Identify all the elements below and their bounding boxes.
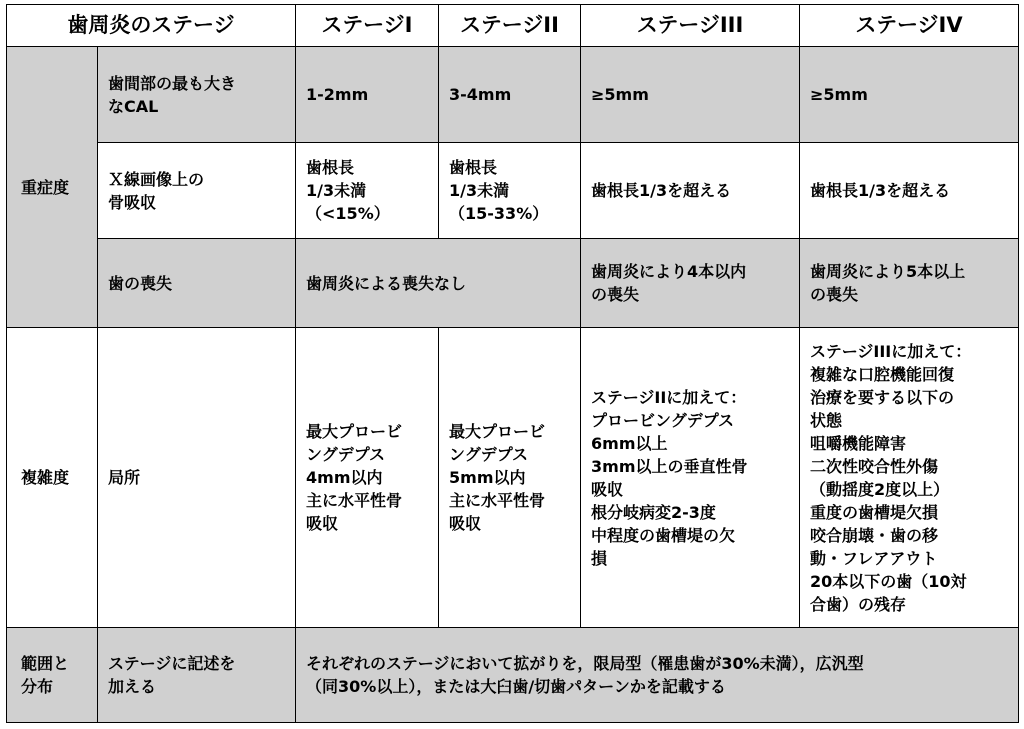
table-row-extent (7, 628, 1019, 723)
table-row-complexity (7, 328, 1019, 628)
cell-tooth-loss-stage3: 歯周炎により4本以内 の喪失 (581, 239, 800, 328)
cell-cal-stage3: ≥5mm (581, 47, 800, 143)
cell-complexity-stage3: ステージIIに加えて： プロービングデプス 6mm以上 3mm以上の垂直性骨 吸収 根分岐病変2-3度 中程度の歯槽堤の欠 損 (581, 328, 800, 628)
col-header-stage4: ステージIV (800, 5, 1019, 47)
cell-cal-stage2: 3-4mm (439, 47, 581, 143)
header-row (7, 5, 1019, 47)
cell-complexity-stage2: 最大プロービ ングデプス 5mm以内 主に水平性骨 吸収 (439, 328, 581, 628)
table-row-cal (7, 47, 1019, 143)
row-label-extent: ステージに記述を 加える (98, 628, 296, 723)
col-header-stage1: ステージI (296, 5, 439, 47)
cell-cal-stage1: 1-2mm (296, 47, 439, 143)
row-label-xray: Ｘ線画像上の 骨吸収 (98, 143, 296, 239)
row-label-cal: 歯間部の最も大き なCAL (98, 47, 296, 143)
category-complexity: 複雑度 (7, 328, 98, 628)
cell-cal-stage4: ≥5mm (800, 47, 1019, 143)
cell-xray-stage4: 歯根長1/3を超える (800, 143, 1019, 239)
cell-tooth-loss-stage1-2: 歯周炎による喪失なし (296, 239, 581, 328)
cell-xray-stage3: 歯根長1/3を超える (581, 143, 800, 239)
col-header-stage3: ステージIII (581, 5, 800, 47)
cell-xray-stage2: 歯根長 1/3未満 （15-33%） (439, 143, 581, 239)
row-label-local: 局所 (98, 328, 296, 628)
table-row-xray (7, 143, 1019, 239)
table-row-tooth-loss (7, 239, 1019, 328)
cell-tooth-loss-stage4: 歯周炎により5本以上 の喪失 (800, 239, 1019, 328)
cell-xray-stage1: 歯根長 1/3未満 （<15%） (296, 143, 439, 239)
cell-complexity-stage1: 最大プロービ ングデプス 4mm以内 主に水平性骨 吸収 (296, 328, 439, 628)
category-extent: 範囲と 分布 (7, 628, 98, 723)
cell-extent-description: それぞれのステージにおいて拡がりを，限局型（罹患歯が30%未満），広汎型 （同30%以上），または大臼歯/切歯パターンかを記載する (296, 628, 1019, 723)
periodontitis-stage-table (6, 4, 1019, 723)
col-header-stage2: ステージII (439, 5, 581, 47)
table-title: 歯周炎のステージ (7, 5, 296, 47)
row-label-tooth-loss: 歯の喪失 (98, 239, 296, 328)
category-severity: 重症度 (7, 47, 98, 328)
cell-complexity-stage4: ステージIIIに加えて： 複雑な口腔機能回復 治療を要する以下の 状態 咀嚼機能障害 二次性咬合性外傷 （動揺度2度以上） 重度の歯槽堤欠損 咬合崩壊・歯の移 動・フレアアウト 20本以下の歯（10対 合歯）の残存 (800, 328, 1019, 628)
